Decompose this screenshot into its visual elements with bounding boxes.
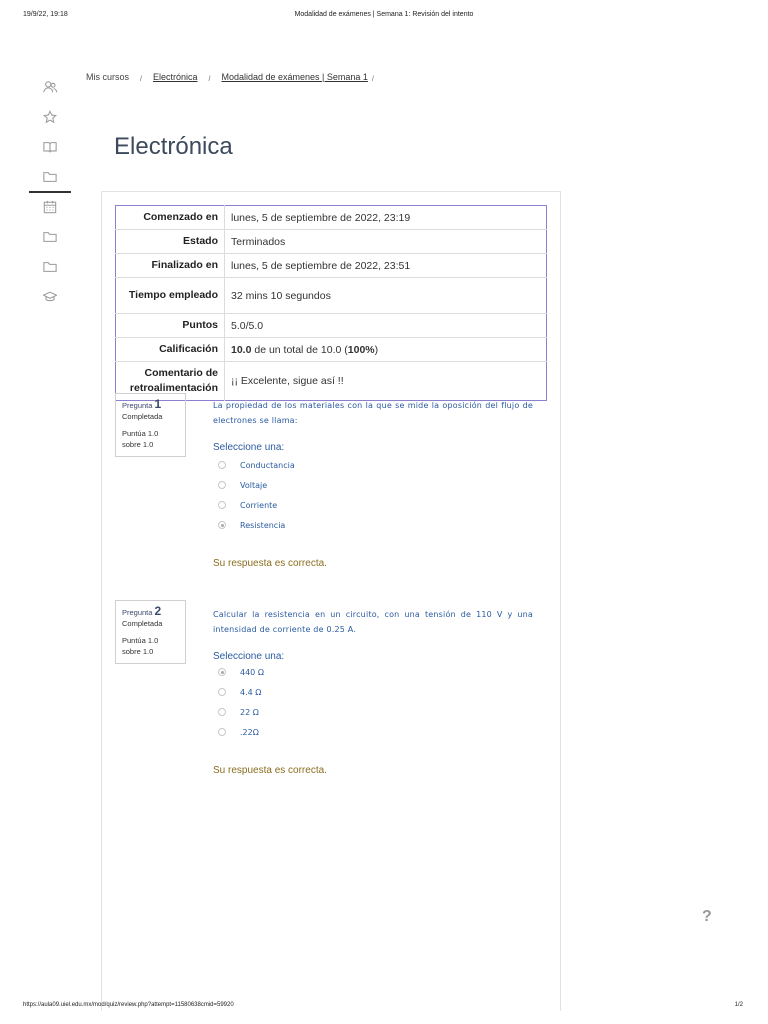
breadcrumb-separator: / [140,75,142,83]
answer-option[interactable] [213,702,533,722]
question-status: Completada [122,412,163,421]
answer-option-label: 4.4 Ω [240,687,262,697]
answer-option-label: Corriente [240,500,278,510]
summary-value: lunes, 5 de septiembre de 2022, 23:19 [231,211,411,224]
answer-option-label: Voltaje [240,480,268,490]
answer-option[interactable] [213,475,533,495]
radio-button-selected[interactable] [218,521,226,529]
question-feedback: Su respuesta es correcta. [213,558,327,569]
print-page-title: Modalidad de exámenes | Semana 1: Revisión del intento [294,11,474,18]
print-date: 19/9/22, 19:18 [23,11,68,18]
summary-label: Finalizado en [116,254,225,278]
answer-prompt: Seleccione una: [213,442,285,453]
question-score-max: sobre 1.0 [122,440,154,449]
question-text: Calcular la resistencia en un circuito, con una tensión de 110 V y una intensidad de corriente de 0.25 A. [213,610,533,634]
print-url: https://aula09.uiel.edu.mx/mod/quiz/review.php?attempt=11580638cmid=59920 [23,1002,234,1008]
graduation-cap-icon [43,290,57,304]
summary-value: lunes, 5 de septiembre de 2022, 23:51 [225,254,547,278]
breadcrumb-my-courses[interactable]: Mis cursos [86,72,130,82]
question-info [115,393,186,457]
answer-option[interactable] [213,495,533,515]
question-number: 2 [154,604,162,618]
sidebar-item-badges[interactable] [29,102,71,132]
answer-prompt: Seleccione una: [213,651,285,662]
attempt-summary-table [115,205,547,401]
sidebar-item-resources[interactable] [29,252,71,282]
summary-value: Terminados [225,230,547,254]
breadcrumb-separator: / [371,75,374,83]
question-number: 1 [154,397,162,411]
summary-row [116,206,547,230]
radio-button[interactable] [218,728,226,736]
folder-icon [43,170,57,184]
sidebar-item-participants[interactable] [29,72,71,102]
summary-label: Calificación [116,338,225,362]
radio-button[interactable] [218,708,226,716]
calendar-icon [43,200,57,214]
users-icon [43,80,57,94]
question-label: Pregunta [122,608,153,617]
answer-option-label: Resistencia [240,520,286,530]
answer-option[interactable] [213,455,533,475]
grade-percent: 100% [347,343,375,356]
radio-button-selected[interactable] [218,668,226,676]
question-label: Pregunta [122,401,153,410]
answer-options [213,662,533,742]
answer-option[interactable] [213,682,533,702]
sidebar-item-files[interactable] [29,222,71,252]
question-status: Completada [122,619,163,628]
summary-label: Puntos [116,314,225,338]
book-icon [43,140,57,154]
sidebar [29,72,71,312]
question-info [115,600,186,664]
summary-row [116,254,547,278]
summary-label: Comenzado en [116,206,225,230]
answer-option[interactable] [213,722,533,742]
answer-options [213,455,533,535]
answer-option-label: Conductancia [240,460,295,470]
answer-option-label: 440 Ω [240,667,264,677]
help-icon[interactable]: ? [702,908,712,925]
radio-button[interactable] [218,688,226,696]
sidebar-item-my-courses[interactable] [29,282,71,312]
summary-label: Tiempo empleado [116,278,225,314]
answer-option[interactable] [213,515,533,535]
breadcrumb-separator: / [208,75,211,83]
sidebar-item-course[interactable] [29,162,71,192]
summary-row [116,338,547,362]
summary-label: Comentario de retroalimentación [116,362,225,401]
summary-value: 5.0/5.0 [225,314,547,338]
summary-row [116,278,547,314]
breadcrumb-quiz[interactable]: Modalidad de exámenes | Semana 1 [221,72,368,82]
question-feedback: Su respuesta es correcta. [213,765,327,776]
summary-row [116,230,547,254]
folder-icon [43,230,57,244]
sidebar-item-grades[interactable] [29,132,71,162]
summary-value [225,338,547,362]
star-icon [43,110,57,124]
radio-button[interactable] [218,481,226,489]
summary-value: ¡¡ Excelente, sigue así !! [225,362,547,401]
sidebar-item-calendar[interactable] [29,192,71,222]
summary-label: Estado [116,230,225,254]
page-title: Electrónica [114,133,233,160]
radio-button[interactable] [218,501,226,509]
grade-total: de un total de 10.0 ( [251,343,348,356]
summary-value: 32 mins 10 segundos [225,278,547,314]
breadcrumb-course[interactable]: Electrónica [152,72,198,82]
folder-icon [43,260,57,274]
question-body [213,607,533,742]
question-body [213,398,533,535]
breadcrumb [86,72,385,82]
question-score: Puntúa 1.0 [122,429,159,438]
print-page-number: 1/2 [734,1002,743,1008]
question-heading [122,399,179,411]
answer-option-label: 22 Ω [240,707,259,717]
question-score: Puntúa 1.0 [122,636,159,645]
grade-close: ) [374,343,379,356]
answer-option[interactable] [213,662,533,682]
question-text: La propiedad de los materiales con la que se mide la oposición del flujo de electrones se llama: [213,401,533,425]
summary-row [116,314,547,338]
answer-option-label: .22Ω [240,727,259,737]
question-score-max: sobre 1.0 [122,647,154,656]
question-heading [122,606,179,618]
radio-button[interactable] [218,461,226,469]
grade-value: 10.0 [231,343,252,356]
